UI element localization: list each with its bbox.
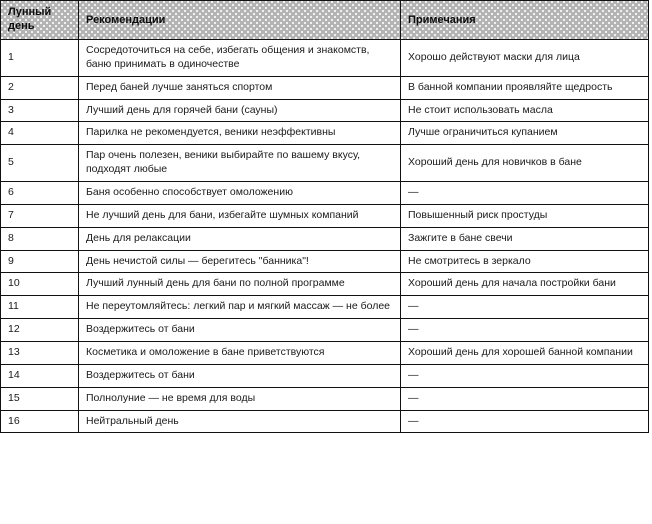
column-header-recommendations: Рекомендации bbox=[79, 1, 401, 40]
lunar-day-value: 8 bbox=[1, 227, 79, 250]
recommendation-line: Не лучший день для бани, избегайте шумных компаний bbox=[86, 208, 359, 221]
recommendation-line: Лучший день для горячей бани (сауны) bbox=[86, 103, 278, 116]
recommendation-line: Парилка не рекомендуется, веники неэффективны bbox=[86, 126, 336, 139]
table-row bbox=[1, 40, 649, 77]
recommendation-line: Перед баней лучше заняться спортом bbox=[86, 80, 273, 93]
lunar-day-value: 9 bbox=[1, 250, 79, 273]
recommendation-value bbox=[79, 410, 401, 433]
lunar-day-value: 14 bbox=[1, 364, 79, 387]
table-body bbox=[1, 40, 649, 433]
note-value: Зажгите в бане свечи bbox=[401, 227, 649, 250]
lunar-day-value: 11 bbox=[1, 296, 79, 319]
recommendation-line: Баня особенно способствует омоложению bbox=[86, 186, 293, 199]
recommendation-value bbox=[79, 250, 401, 273]
lunar-day-value: 12 bbox=[1, 319, 79, 342]
column-header-notes: Примечания bbox=[401, 1, 649, 40]
note-value: Хороший день для начала постройки бани bbox=[401, 273, 649, 296]
recommendation-value bbox=[79, 145, 401, 182]
note-value: Не стоит использовать масла bbox=[401, 99, 649, 122]
table-row bbox=[1, 122, 649, 145]
lunar-day-value: 3 bbox=[1, 99, 79, 122]
recommendation-line: баню принимать в одиночестве bbox=[86, 57, 240, 70]
table-row bbox=[1, 99, 649, 122]
table-row bbox=[1, 76, 649, 99]
lunar-day-value: 7 bbox=[1, 204, 79, 227]
recommendation-value bbox=[79, 76, 401, 99]
recommendation-line: подходят любые bbox=[86, 163, 168, 176]
table-row bbox=[1, 145, 649, 182]
recommendation-line: Воздержитесь от бани bbox=[86, 368, 195, 381]
note-value: — bbox=[401, 364, 649, 387]
lunar-day-value: 10 bbox=[1, 273, 79, 296]
recommendation-value bbox=[79, 273, 401, 296]
recommendation-line: Не переутомляйтесь: легкий пар и мягкий массаж — не более bbox=[86, 300, 391, 313]
table-row bbox=[1, 387, 649, 410]
column-header-lunar-day: Лунный день bbox=[1, 1, 79, 40]
recommendation-value bbox=[79, 296, 401, 319]
recommendation-value bbox=[79, 122, 401, 145]
lunar-day-value: 4 bbox=[1, 122, 79, 145]
recommendation-line: Лучший лунный день для бани по полной программе bbox=[86, 277, 345, 290]
note-value: — bbox=[401, 319, 649, 342]
recommendation-line: День для релаксации bbox=[86, 231, 191, 244]
lunar-day-value: 13 bbox=[1, 342, 79, 365]
recommendation-value bbox=[79, 204, 401, 227]
recommendation-line: Сосредоточиться на себе, избегать общения и знакомств, bbox=[86, 44, 370, 56]
recommendation-line: Пар очень полезен, веники выбирайте по вашему вкусу, bbox=[86, 149, 361, 162]
lunar-day-value: 15 bbox=[1, 387, 79, 410]
recommendation-line: День нечистой силы — берегитесь "банника"! bbox=[86, 254, 309, 267]
recommendation-value bbox=[79, 319, 401, 342]
lunar-day-value: 5 bbox=[1, 145, 79, 182]
table-row bbox=[1, 296, 649, 319]
table-row bbox=[1, 227, 649, 250]
table-row bbox=[1, 182, 649, 205]
table-row bbox=[1, 410, 649, 433]
note-value: — bbox=[401, 182, 649, 205]
lunar-day-value: 16 bbox=[1, 410, 79, 433]
table-row bbox=[1, 204, 649, 227]
lunar-day-value: 2 bbox=[1, 76, 79, 99]
recommendation-value bbox=[79, 99, 401, 122]
recommendation-line: Полнолуние — не время для воды bbox=[86, 391, 256, 404]
recommendation-value bbox=[79, 227, 401, 250]
table-row bbox=[1, 364, 649, 387]
recommendation-line: Воздержитесь от бани bbox=[86, 323, 195, 336]
table-header-row bbox=[1, 1, 649, 40]
recommendation-line: Косметика и омоложение в бане приветствуются bbox=[86, 346, 325, 359]
recommendation-value bbox=[79, 387, 401, 410]
table-row bbox=[1, 319, 649, 342]
table-row bbox=[1, 342, 649, 365]
recommendation-value bbox=[79, 342, 401, 365]
note-value: Хороший день для хорошей банной компании bbox=[401, 342, 649, 365]
recommendation-line: Нейтральный день bbox=[86, 414, 179, 427]
recommendation-value bbox=[79, 364, 401, 387]
table-header bbox=[1, 1, 649, 40]
lunar-day-value: 1 bbox=[1, 40, 79, 77]
note-value: Повышенный риск простуды bbox=[401, 204, 649, 227]
recommendation-value bbox=[79, 40, 401, 77]
note-value: — bbox=[401, 296, 649, 319]
recommendation-value bbox=[79, 182, 401, 205]
lunar-day-value: 6 bbox=[1, 182, 79, 205]
note-value: Лучше ограничиться купанием bbox=[401, 122, 649, 145]
note-value: Не смотритесь в зеркало bbox=[401, 250, 649, 273]
note-value: — bbox=[401, 410, 649, 433]
note-value: В банной компании проявляйте щедрость bbox=[401, 76, 649, 99]
table-row bbox=[1, 250, 649, 273]
note-value: — bbox=[401, 387, 649, 410]
note-value: Хорошо действуют маски для лица bbox=[401, 40, 649, 77]
note-value: Хороший день для новичков в бане bbox=[401, 145, 649, 182]
table-row bbox=[1, 273, 649, 296]
